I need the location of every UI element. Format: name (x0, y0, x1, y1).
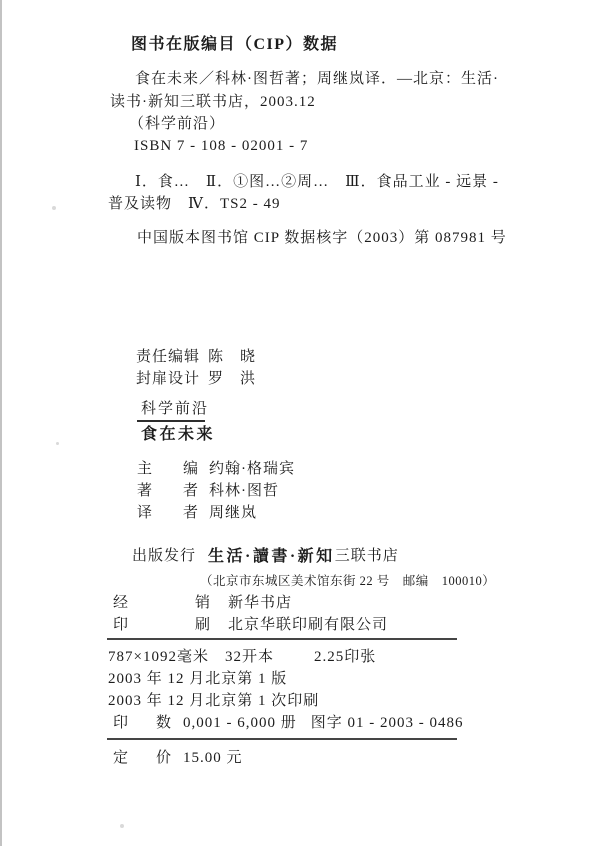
publisher-label: 出版发行 (132, 548, 197, 564)
cip-header: 图书在版编目（CIP）数据 (131, 36, 339, 53)
scan-speck (52, 206, 56, 210)
translator-row (137, 506, 257, 521)
editor-name: 陈 晓 (208, 349, 257, 365)
cip-entry-line-1: 食在未来／科林·图哲著；周继岚译．—北京：生活· (135, 71, 499, 87)
series-underline (137, 420, 205, 422)
series-label: 科学前沿 (141, 401, 210, 417)
edition-line: 2003 年 12 月北京第 1 版 (108, 671, 288, 687)
scan-speck (56, 442, 59, 445)
chief-editor-name: 约翰·格瑞宾 (209, 461, 295, 477)
divider-line-bottom (107, 738, 457, 740)
scan-speck (120, 824, 124, 828)
printer-name: 北京华联印刷有限公司 (228, 617, 389, 633)
editor-row (136, 350, 256, 365)
designer-name: 罗 洪 (208, 371, 257, 387)
publisher-address: （北京市东城区美术馆东街 22 号 邮编 100010） (200, 574, 496, 588)
designer-row (136, 372, 256, 387)
divider-line-top (107, 638, 457, 640)
price-value: 15.00 元 (183, 750, 243, 766)
designer-label: 封扉设计 (136, 371, 201, 387)
license-number: 图字 01 - 2003 - 0486 (310, 715, 464, 731)
print-run-value: 0,001 - 6,000 册 (183, 715, 297, 731)
distributor-name: 新华书店 (228, 595, 293, 611)
publisher-row (132, 549, 399, 565)
printer-label: 印刷 (113, 617, 211, 633)
distributor-row (113, 596, 292, 611)
impression-line: 2003 年 12 月北京第 1 次印刷 (108, 693, 320, 709)
cip-series-note: （科学前沿） (129, 116, 226, 132)
cip-record-number: 中国版本图书馆 CIP 数据核字（2003）第 087981 号 (137, 230, 507, 246)
translator-label: 译者 (137, 505, 199, 521)
chief-editor-label: 主编 (137, 461, 199, 477)
printer-row (113, 618, 388, 633)
format-spec: 787×1092毫米 32开本 (108, 649, 274, 665)
sheets-spec: 2.25印张 (313, 649, 377, 665)
translator-name: 周继岚 (209, 505, 258, 521)
isbn-line: ISBN 7 - 108 - 02001 - 7 (134, 138, 309, 154)
print-run-row (113, 716, 464, 731)
chief-editor-row (137, 462, 295, 477)
cip-entry-line-2: 读书·新知三联书店，2003.12 (110, 94, 316, 110)
cip-classification-line-2: 普及读物 Ⅳ．TS2 - 49 (108, 196, 281, 212)
print-run-label: 印数 (113, 715, 172, 731)
editor-label: 责任编辑 (136, 349, 201, 365)
cip-classification-line-1: Ⅰ．食… Ⅱ．①图…②周… Ⅲ．食品工业 - 远景 - (135, 174, 499, 190)
author-row (137, 484, 279, 499)
author-name: 科林·图哲 (209, 483, 279, 499)
price-row (113, 751, 243, 766)
author-label: 著者 (137, 483, 199, 499)
price-label: 定价 (113, 750, 172, 766)
book-title: 食在未来 (141, 426, 216, 443)
distributor-label: 经销 (113, 595, 211, 611)
publisher-name: 三联书店 (334, 548, 399, 564)
format-row (108, 650, 376, 665)
scan-edge-line (0, 0, 2, 846)
publisher-logotype: 生活·讀書·新知 (208, 548, 335, 565)
